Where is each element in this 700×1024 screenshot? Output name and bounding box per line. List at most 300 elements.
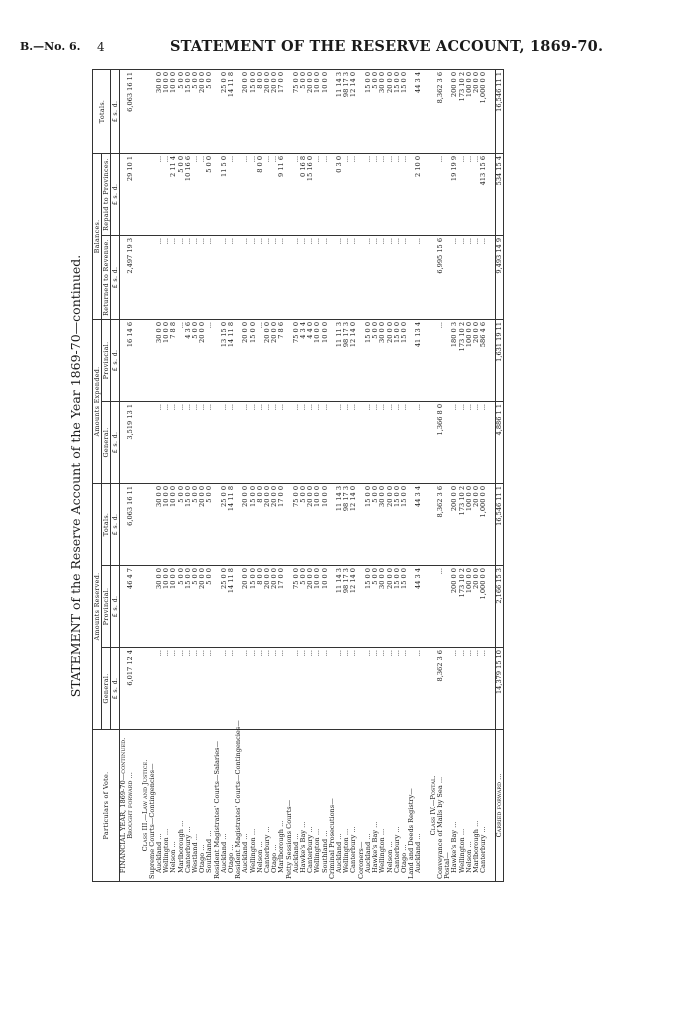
amount-cell: ... [415,235,422,319]
amount-cell [358,235,365,319]
amount-cell: 20 0 0 [242,69,249,153]
amount-cell: 15 0 0 [250,483,257,565]
row-label: Hawke's Bay ... [451,730,458,882]
amount-cell: 20 0 0 [387,483,394,565]
amount-cell: 30 0 0 [156,483,163,565]
amount-cell: ... [221,235,228,319]
row-label: Auckland ... [242,730,249,882]
amount-cell: ... [257,319,264,401]
amount-cell: 11 11 3 [336,319,343,401]
amount-cell: 13 15 0 [221,319,228,401]
amount-cell: ... [343,648,350,730]
col-group-reserved: Amounts Reserved. [93,483,102,729]
table-row [322,69,329,881]
amount-cell [149,401,156,483]
table-row [127,69,134,881]
amount-cell: 1,631 19 11 [495,319,503,401]
table-row [264,69,271,881]
unit-label: £ s. d. [111,235,120,319]
amount-cell: 25 0 0 [221,483,228,565]
amount-cell: 98 17 3 [343,319,350,401]
amount-cell: ... [350,235,357,319]
amount-cell: ... [250,235,257,319]
unit-label: £ s. d. [111,566,120,648]
rotated-table-area [68,70,664,882]
table-row [451,69,458,881]
amount-cell: 12 14 0 [350,483,357,565]
amount-cell: 20 0 0 [271,69,278,153]
amount-cell: 100 0 0 [466,319,473,401]
col-exp-provincial: Provincial. [102,319,111,401]
amount-cell: 5 0 0 [192,566,199,648]
table-row [437,69,444,881]
amount-cell [142,566,149,648]
amount-cell: 14 11 8 [228,69,235,153]
amount-cell: ... [199,235,206,319]
amount-cell: 12 14 0 [350,566,357,648]
amount-cell: 2,497 19 3 [127,235,134,319]
amount-cell: ... [271,235,278,319]
amount-cell: ... [372,401,379,483]
amount-cell: ... [394,235,401,319]
amount-cell: 10 0 0 [322,319,329,401]
row-label: Auckland ... [415,730,422,882]
amount-cell: ... [322,648,329,730]
amount-cell: 20 0 0 [473,566,480,648]
amount-cell: 10 0 0 [170,483,177,565]
amount-cell: 180 0 3 [451,319,458,401]
amount-cell: 2 10 0 [415,153,422,235]
amount-cell: 5 0 0 [178,153,185,235]
row-label: Wellington ... [459,730,466,882]
row-label: Hawke's Bay ... [372,730,379,882]
amount-cell: 15 0 0 [185,483,192,565]
amount-cell: 30 0 0 [379,483,386,565]
amount-cell: 14,379 15 10 [495,648,503,730]
table-row [278,69,285,881]
amount-cell: ... [459,648,466,730]
amount-cell: 8,362 3 6 [437,69,444,153]
amount-cell [444,648,451,730]
table-row [149,69,156,881]
amount-cell: 10 0 0 [322,566,329,648]
amount-cell: 44 3 4 [415,483,422,565]
amount-cell [235,235,242,319]
amount-cell: ... [343,235,350,319]
amount-cell: 20 0 0 [242,483,249,565]
table-row [379,69,386,881]
amount-cell: 20 0 0 [473,483,480,565]
row-label: Canterbury ... [185,730,192,882]
amount-cell: 5 0 0 [192,319,199,401]
amount-cell: ... [459,153,466,235]
table-row [350,69,357,881]
amount-cell: 173 10 2 [459,319,466,401]
table-row [423,69,430,881]
amount-cell [142,401,149,483]
amount-cell [487,648,495,730]
row-label: Auckland ... [221,730,228,882]
table-row [214,69,221,881]
amount-cell: ... [379,401,386,483]
amount-cell: 75 0 0 [293,566,300,648]
col-totals-2: Totals. [93,69,111,153]
table-row [271,69,278,881]
amount-cell: ... [314,401,321,483]
amount-cell: 5 0 0 [206,69,213,153]
amount-cell: 20 0 0 [264,319,271,401]
row-label: Wellington ... [250,730,257,882]
amount-cell: ... [394,648,401,730]
row-label: Petty Sessions Courts— [286,730,293,882]
amount-cell: 15 0 0 [365,319,372,401]
table-row [192,69,199,881]
amount-cell: 98 17 3 [343,566,350,648]
amount-cell [487,566,495,648]
table-row [221,69,228,881]
amount-cell: 16,546 11 1 [495,483,503,565]
amount-cell: ... [264,648,271,730]
amount-cell: 15 0 0 [185,69,192,153]
amount-cell [423,483,430,565]
table-row [466,69,473,881]
row-label: Class III.—Law and Justice. [142,730,149,882]
table-row [336,69,343,881]
amount-cell: 15 0 0 [185,566,192,648]
table-row [307,69,314,881]
amount-cell: 75 0 0 [293,319,300,401]
amount-cell: ... [192,153,199,235]
row-label: Canterbury ... [394,730,401,882]
unit-label: £ s. d. [111,483,120,565]
amount-cell: 11 14 3 [336,483,343,565]
amount-cell: ... [314,153,321,235]
amount-cell: 15 16 0 [307,153,314,235]
amount-cell: ... [242,235,249,319]
amount-cell: 11 14 3 [336,69,343,153]
amount-cell: 100 0 0 [466,566,473,648]
amount-cell: 5 0 0 [372,319,379,401]
table-row [242,69,249,881]
amount-cell: 15 0 0 [365,566,372,648]
amount-cell: 20 0 0 [387,566,394,648]
page-title: STATEMENT OF THE RESERVE ACCOUNT, 1869-70. [170,38,604,55]
amount-cell [134,401,141,483]
amount-cell: 30 0 0 [156,69,163,153]
amount-cell: 15 0 0 [401,69,408,153]
table-row [250,69,257,881]
amount-cell: 0 16 8 [300,153,307,235]
row-label: Southland ... [322,730,329,882]
amount-cell: 1,000 0 0 [480,483,487,565]
amount-cell [358,153,365,235]
amount-cell [134,566,141,648]
amount-cell: ... [466,648,473,730]
row-label: Hawke's Bay ... [300,730,307,882]
amount-cell: ... [451,401,458,483]
table-row [459,69,466,881]
amount-cell [286,153,293,235]
amount-cell: 173 10 2 [459,69,466,153]
table-row [387,69,394,881]
row-label: Conveyance of Mails by Sea ... [437,730,444,882]
amount-cell [423,153,430,235]
page-header [0,38,700,58]
amount-cell: 5 0 0 [206,566,213,648]
row-label: Wellington ... [163,730,170,882]
amount-cell: 10 0 0 [322,483,329,565]
table-row [170,69,177,881]
amount-cell: ... [250,153,257,235]
col-group-expended: Amounts Expended. [93,319,102,483]
amount-cell: ... [271,153,278,235]
amount-cell: ... [372,153,379,235]
amount-cell [214,235,221,319]
amount-cell: ... [473,235,480,319]
amount-cell: ... [372,648,379,730]
row-label: Auckland ... [336,730,343,882]
amount-cell [487,69,495,153]
amount-cell: ... [365,401,372,483]
amount-cell: 98 17 3 [343,69,350,153]
amount-cell [235,648,242,730]
amount-cell [142,153,149,235]
table-row [401,69,408,881]
table-row [408,69,415,881]
amount-cell: ... [278,401,285,483]
table-row [495,69,503,881]
amount-cell: ... [264,153,271,235]
amount-cell [149,648,156,730]
amount-cell: ... [199,153,206,235]
amount-cell [142,648,149,730]
amount-cell: 10 0 0 [163,483,170,565]
amount-cell: ... [387,235,394,319]
table-row [372,69,379,881]
amount-cell: 3,519 13 1 [127,401,134,483]
amount-cell [286,648,293,730]
page-number: 4 [97,40,105,54]
col-group-balances: Balances. [93,153,102,319]
amount-cell: ... [300,235,307,319]
amount-cell: ... [185,401,192,483]
amount-cell: ... [221,401,228,483]
amount-cell: ... [156,153,163,235]
amount-cell: 46 4 7 [127,566,134,648]
amount-cell: ... [415,648,422,730]
amount-cell: ... [379,648,386,730]
amount-cell: ... [372,235,379,319]
row-label: Canterbury ... [350,730,357,882]
amount-cell: ... [322,235,329,319]
amount-cell: ... [192,235,199,319]
amount-cell: 30 0 0 [379,69,386,153]
amount-cell: 10 0 0 [314,566,321,648]
amount-cell: 15 0 0 [394,483,401,565]
amount-cell: ... [466,153,473,235]
amount-cell: 29 10 1 [127,153,134,235]
amount-cell: 8 0 0 [257,483,264,565]
amount-cell [423,69,430,153]
amount-cell: 17 0 0 [278,69,285,153]
amount-cell [134,153,141,235]
amount-cell: ... [415,401,422,483]
amount-cell: 20 0 0 [264,69,271,153]
amount-cell: ... [387,153,394,235]
amount-cell: ... [451,648,458,730]
amount-cell [430,319,437,401]
row-label: Otago ... [199,730,206,882]
row-label: Wellington ... [379,730,386,882]
table-row [473,69,480,881]
amount-cell: 6,063 16 11 [127,69,134,153]
amount-cell: ... [300,648,307,730]
row-label: Canterbury ... [480,730,487,882]
amount-cell: ... [473,153,480,235]
amount-cell: ... [350,648,357,730]
amount-cell: 7 8 6 [278,319,285,401]
amount-cell: 173 10 2 [459,483,466,565]
amount-cell: 10 0 0 [163,566,170,648]
table-row [480,69,487,881]
amount-cell: ... [170,235,177,319]
amount-cell: ... [293,401,300,483]
amount-cell [149,235,156,319]
amount-cell [214,648,221,730]
amount-cell: ... [365,648,372,730]
amount-cell: ... [178,401,185,483]
amount-cell: 5 0 0 [300,483,307,565]
amount-cell: ... [192,648,199,730]
amount-cell: 534 15 4 [495,153,503,235]
amount-cell: 5 0 0 [192,69,199,153]
amount-cell [487,235,495,319]
amount-cell [142,319,149,401]
amount-cell: ... [394,153,401,235]
amount-cell: 20 0 0 [271,483,278,565]
amount-cell: ... [401,153,408,235]
row-label: Supreme Courts—Contingencies— [149,730,156,882]
amount-cell: ... [343,153,350,235]
amount-cell [214,401,221,483]
document-reference: B.—No. 6. [20,40,81,53]
amount-cell: 200 0 0 [451,69,458,153]
amount-cell: 10 0 0 [322,69,329,153]
amount-cell: ... [401,401,408,483]
amount-cell [487,319,495,401]
amount-cell: 10 16 6 [185,153,192,235]
row-label: Wellington ... [314,730,321,882]
amount-cell: ... [264,401,271,483]
amount-cell: ... [387,401,394,483]
amount-cell: 5 0 0 [206,153,213,235]
amount-cell: ... [322,153,329,235]
row-label: Auckland ... [293,730,300,882]
amount-cell [423,235,430,319]
amount-cell: ... [466,401,473,483]
amount-cell: 17 0 0 [278,566,285,648]
table-row [178,69,185,881]
amount-cell: ... [257,235,264,319]
amount-cell: ... [307,648,314,730]
amount-cell: 586 4 6 [480,319,487,401]
amount-cell: 20 0 0 [242,566,249,648]
table-row [120,69,128,881]
amount-cell: ... [271,648,278,730]
amount-cell [235,401,242,483]
amount-cell [430,153,437,235]
amount-cell: 20 0 0 [387,319,394,401]
table-row [286,69,293,881]
amount-cell: 11 5 0 [221,153,228,235]
amount-cell: 20 0 0 [307,566,314,648]
col-returned: Returned to Revenue. [102,235,111,319]
amount-cell: 20 0 0 [307,69,314,153]
amount-cell: 25 0 0 [221,566,228,648]
amount-cell: ... [451,235,458,319]
amount-cell: 2,166 15 3 [495,566,503,648]
amount-cell: ... [264,235,271,319]
amount-cell [134,235,141,319]
amount-cell: 10 0 0 [314,319,321,401]
unit-label: £ s. d. [111,401,120,483]
amount-cell: ... [206,401,213,483]
amount-cell: 5 0 0 [300,69,307,153]
amount-cell [286,401,293,483]
amount-cell [134,483,141,565]
amount-cell: ... [336,648,343,730]
amount-cell: 5 0 0 [178,69,185,153]
row-label: Wellington ... [343,730,350,882]
unit-label: £ s. d. [111,153,120,235]
row-label: Marlborough ... [178,730,185,882]
row-label: Coroners— [358,730,365,882]
amount-cell [487,401,495,483]
amount-cell: 16 14 6 [127,319,134,401]
amount-cell: 16,546 11 1 [495,69,503,153]
amount-cell: 8,362 3 6 [437,483,444,565]
amount-cell [423,648,430,730]
amount-cell: ... [156,401,163,483]
amount-cell: 200 0 0 [451,483,458,565]
amount-cell: ... [178,648,185,730]
amount-cell: 4 3 6 [185,319,192,401]
row-label: Auckland ... [365,730,372,882]
amount-cell [142,69,149,153]
amount-cell: ... [250,401,257,483]
amount-cell [329,235,336,319]
amount-cell: 20 0 0 [199,319,206,401]
amount-cell: 4 3 4 [300,319,307,401]
amount-cell: 15 0 0 [365,483,372,565]
amount-cell: 14 11 8 [228,319,235,401]
amount-cell: 100 0 0 [466,483,473,565]
amount-cell: 30 0 0 [156,319,163,401]
amount-cell: ... [192,401,199,483]
col-particulars: Particulars of Vote. [93,730,120,882]
amount-cell: ... [437,319,444,401]
amount-cell: ... [206,235,213,319]
amount-cell: 8 0 0 [257,566,264,648]
amount-cell: 20 0 0 [473,69,480,153]
amount-cell: ... [170,401,177,483]
amount-cell: 100 0 0 [466,69,473,153]
amount-cell: ... [480,648,487,730]
amount-cell: 6,995 15 6 [437,235,444,319]
amount-cell: 10 0 0 [314,483,321,565]
amount-cell [142,235,149,319]
amount-cell [444,401,451,483]
